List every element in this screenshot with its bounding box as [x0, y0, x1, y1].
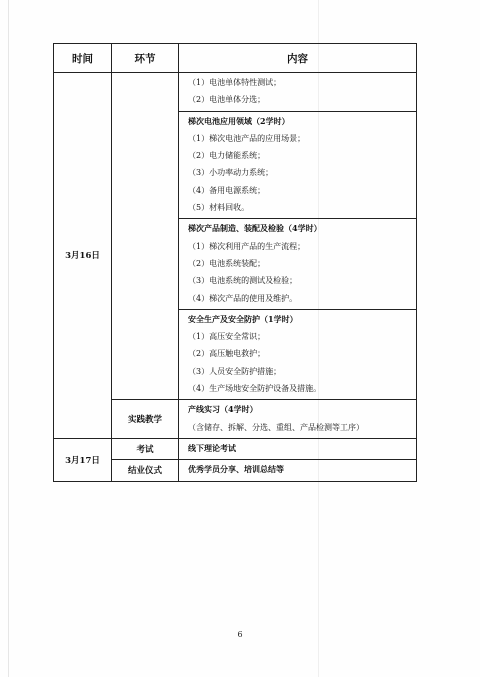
content-cell	[179, 438, 417, 459]
content-line: （1）电池单体特性测试；	[188, 78, 282, 87]
content-line: 优秀学员分享、培训总结等	[188, 464, 284, 475]
content-line: （4）生产场地安全防护设备及措施。	[188, 384, 322, 394]
content-line: （2）高压触电救护；	[188, 349, 266, 359]
section-title: 梯次产品制造、装配及检验（4学时）	[188, 223, 322, 234]
page-number: 6	[237, 630, 243, 639]
section-title: 安全生产及安全防护（1学时）	[188, 313, 298, 324]
table-row	[54, 73, 417, 112]
content-line: （5）材料回收。	[188, 203, 250, 213]
content-line: （1）梯次利用产品的生产流程；	[188, 241, 306, 251]
content-cell	[179, 309, 417, 399]
content-line: （4）梯次产品的使用及维护。	[188, 293, 298, 303]
content-line: （3）小功率动力系统；	[188, 168, 274, 178]
date-cell: 3月17日	[54, 438, 112, 481]
table-header-row	[54, 44, 417, 73]
content-cell	[179, 111, 417, 219]
content-cell	[179, 219, 417, 309]
date-cell: 3月16日	[54, 73, 112, 439]
content-line: （含储存、拆解、分选、重组、产品检测等工序）	[188, 422, 364, 432]
content-line: （1）梯次电池产品的应用场景；	[188, 133, 306, 143]
content-line: （3）电池系统的测试及检验；	[188, 276, 298, 286]
page-edge-line	[8, 0, 9, 677]
header-link: 环节	[112, 44, 179, 73]
content-cell	[179, 73, 417, 112]
content-cell	[179, 400, 417, 439]
content-line: （3）人员安全防护措施；	[188, 366, 282, 376]
header-time: 时间	[54, 44, 112, 73]
header-content: 内容	[179, 44, 417, 73]
section-title: 产线实习（4学时）	[188, 404, 258, 415]
link-cell: 结业仪式	[112, 460, 179, 481]
content-line: （4）备用电源系统；	[188, 185, 266, 195]
link-cell: 实践教学	[112, 400, 179, 439]
content-line: （2）电力储能系统；	[188, 151, 266, 161]
link-cell-empty	[112, 73, 179, 400]
table-row	[54, 438, 417, 459]
link-cell: 考试	[112, 438, 179, 459]
schedule-table	[53, 43, 417, 482]
content-cell	[179, 460, 417, 481]
content-line: （2）电池系统装配；	[188, 258, 266, 268]
content-line: （1）高压安全常识；	[188, 332, 266, 342]
content-line: （2）电池单体分选；	[188, 95, 266, 105]
content-line: 线下理论考试	[188, 442, 236, 453]
section-title: 梯次电池应用领域（2学时）	[188, 115, 290, 126]
